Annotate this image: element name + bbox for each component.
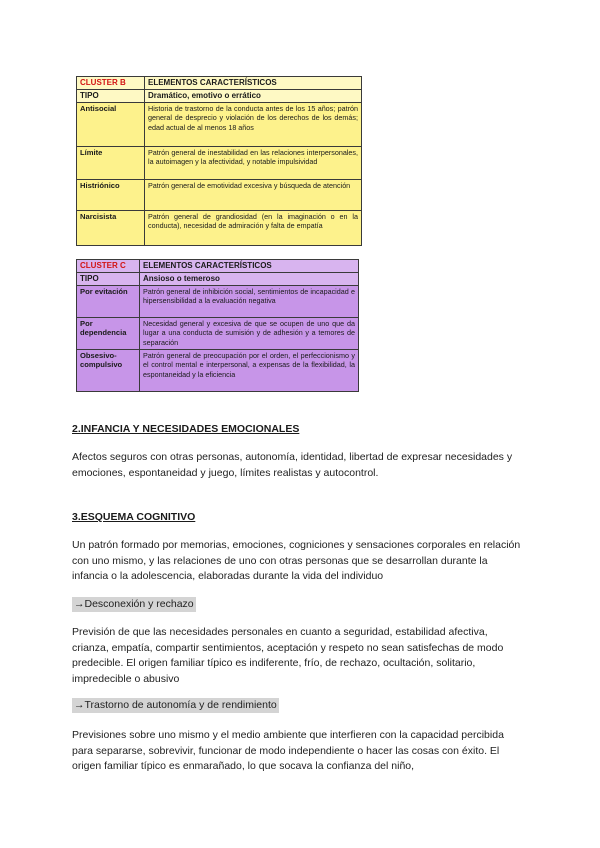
cluster-b-tipo-value: Dramático, emotivo o errático [145, 90, 362, 103]
subheading-desconexion: →Desconexión y rechazo [74, 598, 194, 610]
subheading-autonomia: →Trastorno de autonomía y de rendimiento [74, 699, 277, 711]
table-row [77, 147, 362, 180]
table-row [77, 103, 362, 147]
cluster-c-title: ELEMENTOS CARACTERÍSTICOS [140, 260, 359, 273]
section-2-text: Afectos seguros con otras personas, autonomía, identidad, libertad de expresar necesidades y emociones, espontaneidad y juego, límites realistas y autocontrol. [72, 451, 513, 479]
disorder-description: Patrón general de inestabilidad en las relaciones interpersonales, la autoimagen y la afectividad, y notable impulsividad [145, 147, 362, 180]
disorder-name: Antisocial [77, 103, 145, 147]
disorder-description: Necesidad general y excesiva de que se ocupen de uno que da lugar a una conducta de sumisión y de adhesión y a temores de separación [140, 318, 359, 350]
section-2-title: 2.INFANCIA Y NECESIDADES EMOCIONALES [72, 423, 300, 435]
disorder-description: Patrón general de preocupación por el orden, el perfeccionismo y el control mental e interpersonal, a expensas de la flexibilidad, la espontaneidad y la eficiencia [140, 350, 359, 392]
table-row [77, 211, 362, 246]
disorder-description: Patrón general de grandiosidad (en la imaginación o en la conducta), necesidad de admiración y falta de empatía [145, 211, 362, 246]
disorder-description: Historia de trastorno de la conducta antes de los 15 años; patrón general de desprecio y violación de los derechos de los demás; edad actual de al menos 18 años [145, 103, 362, 147]
cluster-c-tipo-row [77, 273, 359, 286]
table-row [77, 180, 362, 211]
section-3-intro: Un patrón formado por memorias, emociones, cogniciones y sensaciones corporales en relación con uno mismo, y las relaciones de uno con otras personas que se desarrollan durante la infancia o la adolescencia, elaboradas durante la vida del individuo [72, 539, 521, 582]
table-row [77, 350, 359, 392]
table-row [77, 318, 359, 350]
disorder-name: Narcisista [77, 211, 145, 246]
cluster-c-tipo-value: Ansioso o temeroso [140, 273, 359, 286]
disorder-description: Patrón general de emotividad excesiva y búsqueda de atención [145, 180, 362, 211]
disorder-name: Por dependencia [77, 318, 140, 350]
disorder-name: Histriónico [77, 180, 145, 211]
cluster-c-label: CLUSTER C [77, 260, 140, 273]
disorder-name: Por evitación [77, 286, 140, 318]
disorder-description: Patrón general de inhibición social, sentimientos de incapacidad e hipersensibilidad a la evaluación negativa [140, 286, 359, 318]
disorder-name: Límite [77, 147, 145, 180]
disorder-name: Obsesivo-compulsivo [77, 350, 140, 392]
cluster-b-tipo-row [77, 90, 362, 103]
cluster-c-header-row [77, 260, 359, 273]
section-3-title: 3.ESQUEMA COGNITIVO [72, 511, 196, 523]
cluster-c-tipo-label: TIPO [77, 273, 140, 286]
cluster-b-label: CLUSTER B [77, 77, 145, 90]
cluster-b-header-row [77, 77, 362, 90]
cluster-b-table [76, 76, 362, 246]
desconexion-text: Previsión de que las necesidades personales en cuanto a seguridad, estabilidad afectiva, crianza, empatía, compartir sentimientos, aceptación y respeto no sean satisfechas de modo predecible. El origen familiar típico es indiferente, frío, de rechazo, ocultación, solitario, impredecible o abusivo [72, 626, 504, 685]
table-row [77, 286, 359, 318]
autonomia-text: Previsiones sobre uno mismo y el medio ambiente que interfieren con la capacidad percibida para separarse, sobrevivir, funcionar de modo independiente o hacer las cosas con éxito. El origen familiar típico es enmarañado, lo que socava la confianza del niño, [72, 729, 504, 772]
cluster-c-table [76, 259, 359, 392]
cluster-b-tipo-label: TIPO [77, 90, 145, 103]
cluster-b-title: ELEMENTOS CARACTERÍSTICOS [145, 77, 362, 90]
